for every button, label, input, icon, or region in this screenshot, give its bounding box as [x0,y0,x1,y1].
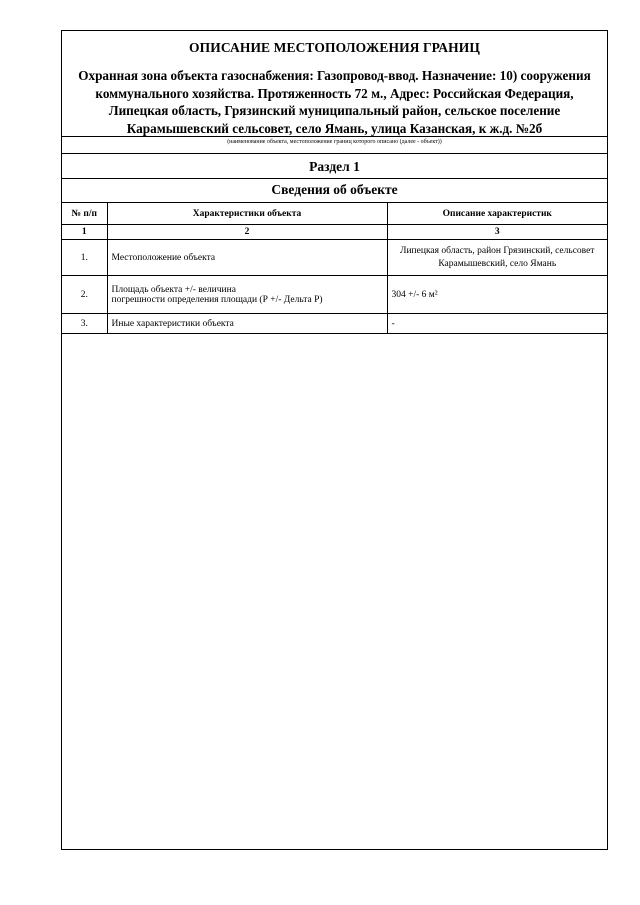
header-description: Описание характеристик [387,203,607,225]
header-number: № п/п [62,203,107,225]
column-number-row [62,225,607,240]
row-characteristic-line: Площадь объекта +/- величина [111,284,236,295]
row-number: 1. [62,240,107,276]
caption-divider [62,153,607,154]
table-row [62,240,607,276]
column-number-3: 3 [387,225,607,240]
column-number-1: 1 [62,225,107,240]
row-number: 3. [62,314,107,334]
column-number-2: 2 [107,225,387,240]
table-header-row [62,203,607,225]
object-caption: (наименование объекта, местоположение границ которого описано (далее - объект)) [227,139,442,145]
row-description: 304 +/- 6 м² [387,276,607,314]
header-characteristic: Характеристики объекта [107,203,387,225]
document-frame [61,30,608,850]
row-characteristic: Местоположение объекта [107,240,387,276]
document-title: ОПИСАНИЕ МЕСТОПОЛОЖЕНИЯ ГРАНИЦ [189,40,480,55]
row-characteristic [107,276,387,314]
table-row [62,314,607,334]
section-title: Раздел 1 [309,159,360,174]
section-subtitle: Сведения об объекте [271,182,398,197]
row-characteristic: Иные характеристики объекта [107,314,387,334]
object-name: Охранная зона объекта газоснабжения: Газопровод-ввод. Назначение: 10) сооружения коммунального хозяйства. Протяженность 72 м., Адрес: Российская Федерация, Липецкая область, Грязинский муниципальный район, сельское поселение Карамышевский сельсовет, село Ямань, улица Казанская, к ж.д. №2б [78,68,591,136]
row-characteristic-line: погрешности определения площади (Р +/- Дельта Р) [111,294,323,305]
table-row [62,276,607,314]
row-description: - [387,314,607,334]
object-underline [62,136,607,137]
section-divider [62,178,607,179]
row-number: 2. [62,276,107,314]
row-description: Липецкая область, район Грязинский, сельсовет Карамышевский, село Ямань [387,240,607,276]
object-info-table [62,202,607,334]
